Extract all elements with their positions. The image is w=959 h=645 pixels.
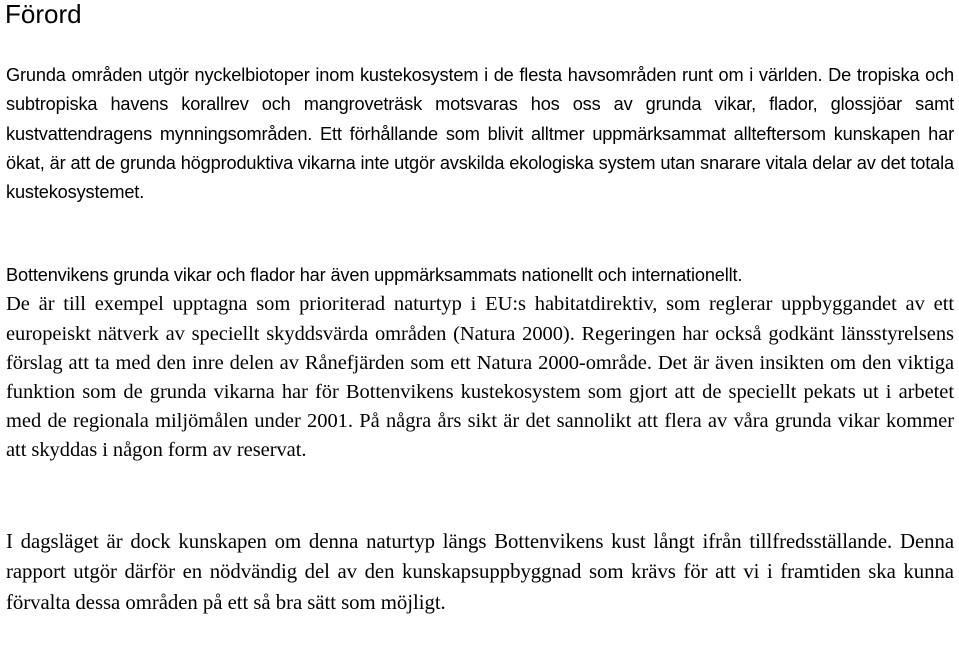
paragraph-bottenviken: Bottenvikens grunda vikar och flador har även uppmärksammats nationellt och internationellt. bbox=[6, 265, 743, 285]
paragraph-group-bottenviken bbox=[6, 261, 954, 466]
page-title: Förord bbox=[5, 0, 82, 29]
paragraph-natura: De är till exempel upptagna som prioriterad naturtyp i EU:s habitatdirektiv, som reglerar uppbyggandet av ett europeiskt nätverk av speciellt skyddsvärda områden (Natura 2000). Regeringen har också godkänt länsstyrelsens förslag att ta med den inre delen av Rånefjärden som ett Natura 2000-område. Det är även insikten om den viktiga funktion som de grunda vikarna har för Bottenvikens kustekosystem som gjort att de speciellt pekats ut i arbetet med de regionala miljömålen under 2001. På några års sikt är det sannolikt att flera av våra grunda vikar kommer att skyddas i någon form av reservat. bbox=[6, 293, 954, 462]
paragraph-conclusion: I dagsläget är dock kunskapen om denna naturtyp längs Bottenvikens kust långt ifrån tillfredsställande. Denna rapport utgör därför en nödvändig del av den kunskapsuppbyggnad som krävs för att vi i framtiden ska kunna förvalta dessa områden på ett så bra sätt som möjligt. bbox=[6, 530, 954, 614]
paragraph-intro: Grunda områden utgör nyckelbiotoper inom kustekosystem i de flesta havsområden runt om i världen. De tropiska och subtropiska havens korallrev och mangroveträsk motsvaras hos oss av grunda vikar, flador, glossjöar samt kustvattendragens mynningsområden. Ett förhållande som blivit alltmer uppmärksammat allteftersom kunskapen har ökat, är att de grunda högproduktiva vikarna inte utgör avskilda ekologiska system utan snarare vitala delar av det totala kustekosystemet. bbox=[6, 65, 954, 203]
